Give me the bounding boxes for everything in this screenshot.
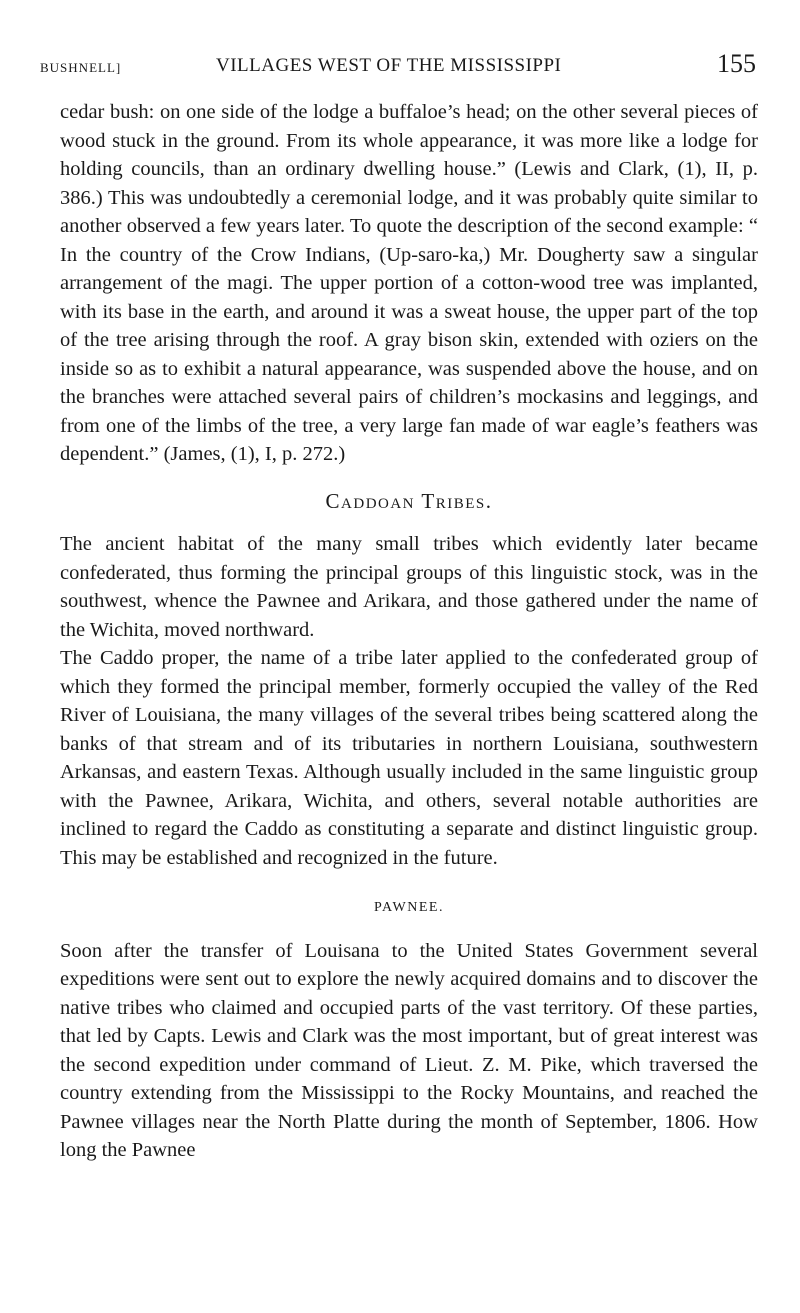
paragraph-lodge-description: cedar bush: on one side of the lodge a buffaloe’s head; on the other several pieces of wood stuck in the ground. From its whole appearance, it was more like a lodge for holding councils, than an ordinary dwelling house.” (Lewis and Clark, (1), II, p. 386.) This was undoubtedly a ceremonial lodge, and it was probably quite similar to another observed a few years later. To quote the description of the second example: “ In the country of the Crow Indians, (Up-saro-ka,) Mr. Dougherty saw a singular arrangement of the magi. The upper portion of a cotton-wood tree was implanted, with its base in the earth, and around it was a sweat house, the upper part of the top of the tree arising through the roof. A gray bison skin, extended with oziers on the inside so as to exhibit a natural appearance, was suspended above the house, and on the branches were attached several pairs of children’s mockasins and leggings, and from one of the limbs of the tree, a very large fan made of war eagle’s feathers was dependent.” (James, (1), I, p. 272.) — [60, 101, 758, 465]
chapter-running-title: VILLAGES WEST OF THE MISSISSIPPI — [216, 55, 562, 76]
body-text — [60, 98, 758, 1165]
section-heading-caddoan-tribes: Caddoan Tribes. — [325, 488, 493, 513]
paragraph-expeditions: Soon after the transfer of Louisana to the United States Government several expeditions were sent out to explore the newly acquired domains and to discover the native tribes who claimed and occupied parts of the vast territory. Of these parties, that led by Capts. Lewis and Clark was the most important, but of great interest was the second expedition under command of Lieut. Z. M. Pike, which traversed the country extending from the Mississippi to the Rocky Mountains, and reached the Pawnee villages near the North Platte during the month of September, 1806. How long the Pawnee — [60, 939, 758, 1161]
paragraph-ancient-habitat: The ancient habitat of the many small tribes which evidently later became confederated, thus forming the principal groups of this linguistic stock, was in the southwest, whence the Pawnee and Arikara, and those gathered under the name of the Wichita, moved northward. — [60, 533, 758, 641]
paragraph-caddo-proper: The Caddo proper, the name of a tribe later applied to the confederated group of which they formed the principal member, formerly occupied the valley of the Red River of Louisiana, the many villages of the several tribes being scattered along the banks of that stream and of its tributaries in northern Louisiana, southwestern Arkansas, and eastern Texas. Although usually included in the same linguistic group with the Pawnee, Arikara, Wichita, and others, several notable authorities are inclined to regard the Caddo as constituting a separate and distinct linguistic group. This may be established and recognized in the future. — [60, 647, 758, 869]
running-head — [40, 46, 756, 82]
author-running-head: BUSHNELL] — [40, 60, 122, 75]
page-number: 155 — [717, 49, 756, 78]
section-heading-pawnee: PAWNEE. — [374, 900, 444, 915]
